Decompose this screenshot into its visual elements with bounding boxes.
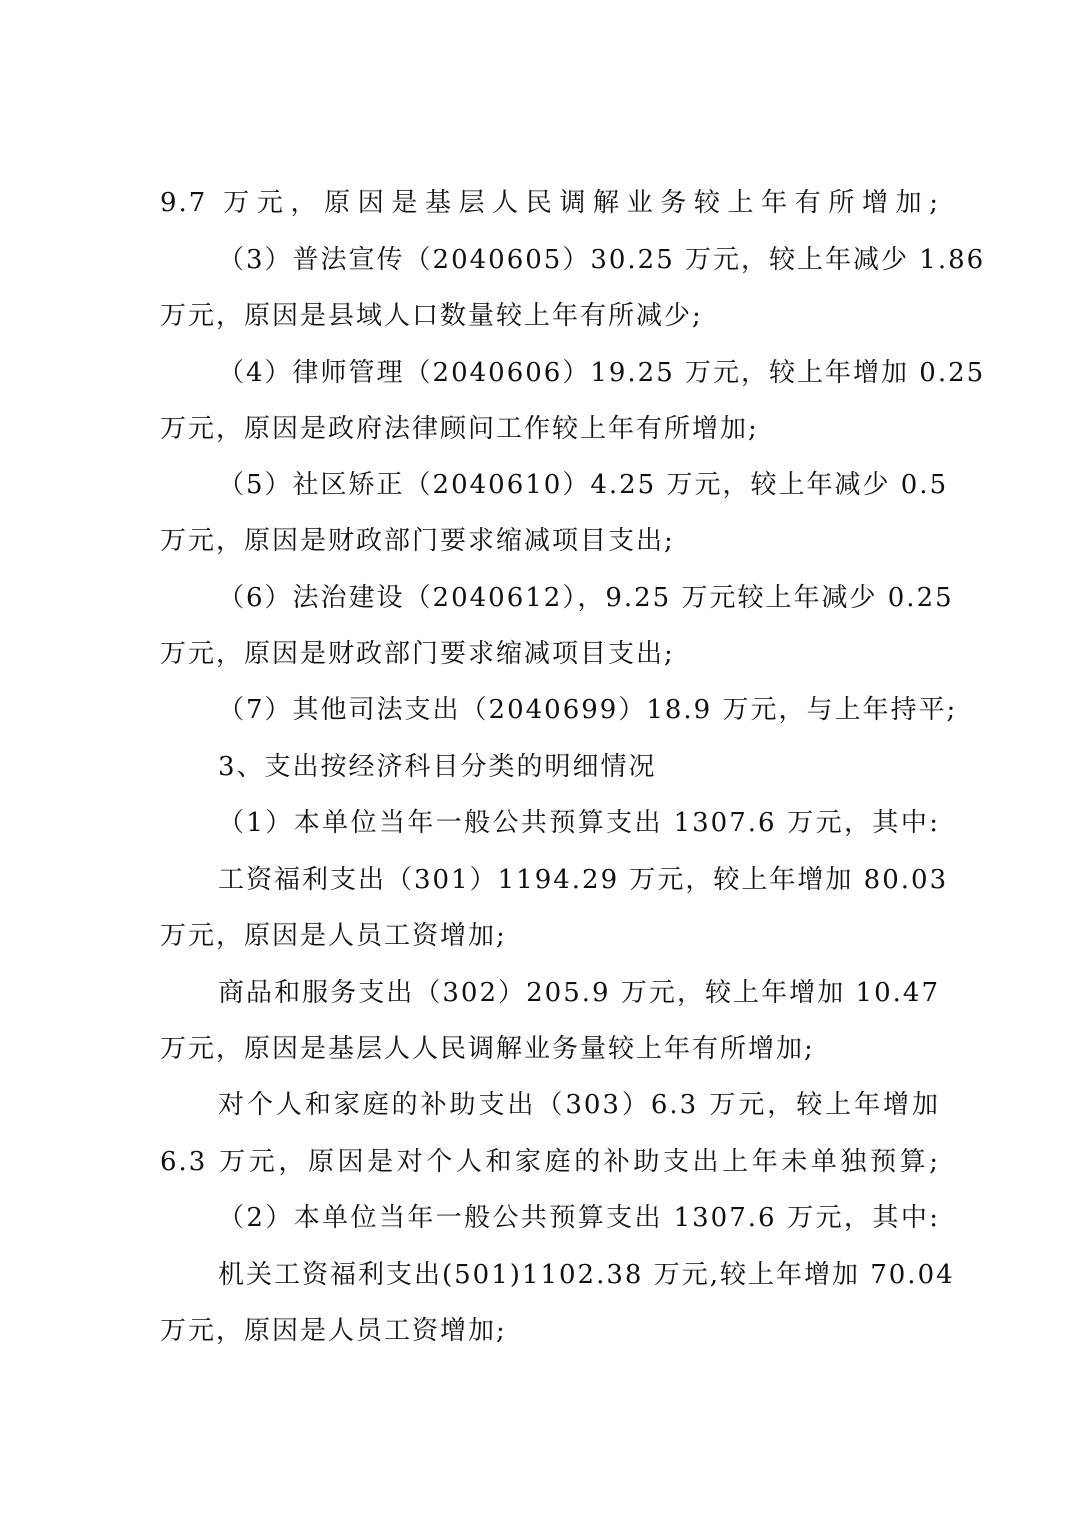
text-line-16: 万元，原因是基层人人民调解业务量较上年有所增加; — [160, 1034, 815, 1064]
text-line-14: 万元，原因是人员工资增加; — [160, 921, 507, 951]
text-line-12: （1）本单位当年一般公共预算支出 1307.6 万元，其中: — [218, 808, 940, 838]
text-line-9: 万元，原因是财政部门要求缩减项目支出; — [160, 639, 675, 669]
text-line-2: （3）普法宣传（2040605）30.25 万元，较上年减少 1.86 — [218, 245, 986, 275]
text-line-18: 6.3 万元，原因是对个人和家庭的补助支出上年未单独预算; — [160, 1147, 940, 1177]
text-line-15: 商品和服务支出（302）205.9 万元，较上年增加 10.47 — [218, 978, 940, 1008]
section-heading: 3、支出按经济科目分类的明细情况 — [218, 752, 657, 782]
text-line-19: （2）本单位当年一般公共预算支出 1307.6 万元，其中: — [218, 1203, 940, 1233]
text-line-7: 万元，原因是财政部门要求缩减项目支出; — [160, 526, 675, 556]
text-line-21: 万元，原因是人员工资增加; — [160, 1316, 507, 1346]
text-line-4: （4）律师管理（2040606）19.25 万元，较上年增加 0.25 — [218, 358, 986, 388]
text-line-3: 万元，原因是县域人口数量较上年有所减少; — [160, 301, 703, 331]
text-line-10: （7）其他司法支出（2040699）18.9 万元，与上年持平; — [218, 695, 958, 725]
text-line-6: （5）社区矫正（2040610）4.25 万元，较上年减少 0.5 — [218, 470, 949, 500]
text-line-17: 对个人和家庭的补助支出（303）6.3 万元，较上年增加 — [218, 1090, 940, 1120]
text-line-5: 万元，原因是政府法律顾问工作较上年有所增加; — [160, 414, 759, 444]
text-line-20: 机关工资福利支出(501)1102.38 万元,较上年增加 70.04 — [218, 1260, 955, 1290]
text-line-13: 工资福利支出（301）1194.29 万元，较上年增加 80.03 — [218, 865, 949, 895]
text-line-1: 9.7 万元，原因是基层人民调解业务较上年有所增加; — [160, 188, 940, 218]
text-line-8: （6）法治建设（2040612），9.25 万元较上年减少 0.25 — [218, 583, 954, 613]
